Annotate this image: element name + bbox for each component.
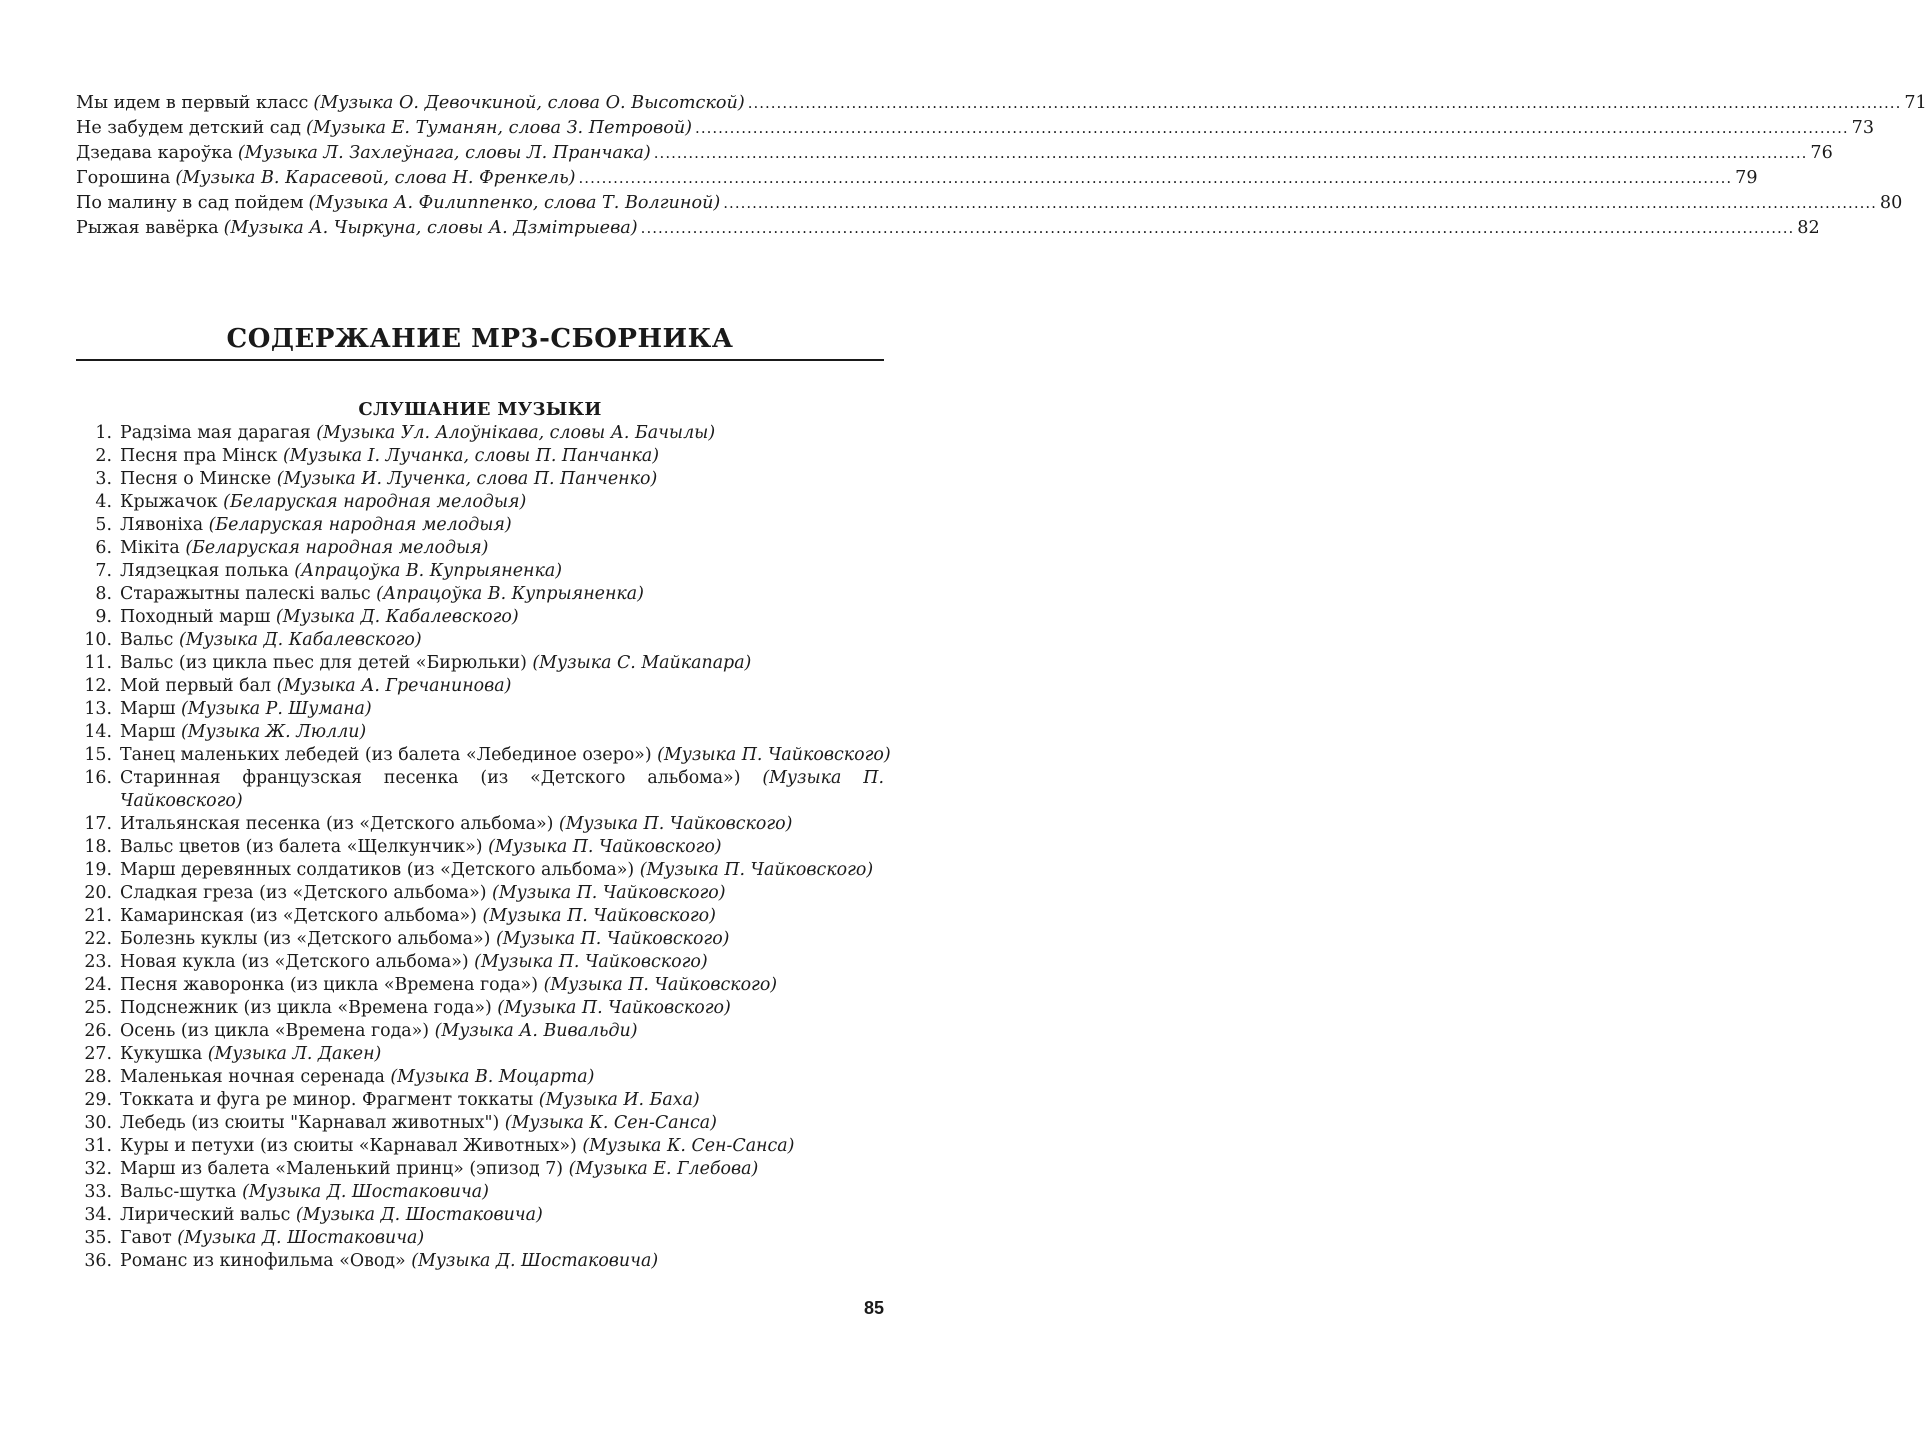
item-title: Песня жаворонка (из цикла «Времена года»): [120, 975, 539, 995]
toc-page-number: 71: [1904, 93, 1927, 113]
list-item: [76, 445, 884, 468]
item-text: [120, 1227, 884, 1250]
item-number: 16.: [84, 768, 112, 788]
item-credit: (Музыка А. Гречанинова): [276, 676, 512, 696]
item-credit: (Апрацоўка В. Купрыяненка): [376, 584, 644, 604]
item-text: [120, 1135, 884, 1158]
list-item: [76, 1043, 884, 1066]
toc-credit: (Музыка Е. Туманян, слова З. Петровой): [305, 118, 693, 138]
item-credit: (Музыка Е. Глебова): [568, 1159, 759, 1179]
toc-page-number: 76: [1810, 143, 1833, 163]
item-number: 6.: [95, 538, 112, 558]
toc-credit: (Музыка А. Чыркуна, словы А. Дзмітрыева): [223, 218, 638, 238]
item-title: Гавот: [120, 1228, 172, 1248]
list-item: [76, 974, 884, 997]
list-item: [76, 1227, 884, 1250]
list-item: [76, 629, 884, 652]
item-title: Романс из кинофильма «Овод»: [120, 1251, 406, 1271]
item-text: [120, 882, 884, 905]
item-credit: (Музыка Д. Шостаковича): [177, 1228, 425, 1248]
page-number: 85: [863, 1298, 884, 1318]
item-title: Вальс (из цикла пьес для детей «Бирюльки): [120, 653, 527, 673]
toc-title: По малину в сад пойдем: [76, 193, 304, 213]
item-number: 21.: [84, 906, 112, 926]
item-text: [120, 1181, 884, 1204]
list-item: [76, 1089, 884, 1112]
item-credit: (Музыка П. Чайковского): [120, 768, 884, 811]
item-number: 8.: [95, 584, 112, 604]
list-item: [76, 537, 884, 560]
item-title: Марш: [120, 722, 176, 742]
item-number: 28.: [84, 1067, 112, 1087]
item-credit: (Музыка П. Чайковского): [497, 998, 731, 1018]
item-number: 32.: [84, 1159, 112, 1179]
item-title: Песня о Минске: [120, 469, 272, 489]
item-credit: (Музыка П. Чайковского): [496, 929, 730, 949]
toc-page-number: 79: [1735, 168, 1758, 188]
item-number: 20.: [84, 883, 112, 903]
list-item: [76, 859, 884, 882]
item-text: [120, 1043, 884, 1066]
item-title: Марш: [120, 699, 176, 719]
list-item: [76, 1135, 884, 1158]
toc-title: Мы идем в первый класс: [76, 93, 309, 113]
item-number: 30.: [84, 1113, 112, 1133]
item-credit: (Музыка Р. Шумана): [181, 699, 372, 719]
item-text: [120, 583, 884, 606]
item-title: Лявоніха: [120, 515, 204, 535]
item-title: Лебедь (из сюиты "Карнавал животных"): [120, 1113, 500, 1133]
item-credit: (Музыка Д. Шостаковича): [295, 1205, 543, 1225]
section-rule: [76, 359, 884, 361]
item-text: [120, 1066, 884, 1089]
item-text: [120, 1089, 884, 1112]
item-text: [120, 1020, 884, 1043]
toc-title: Не забудем детский сад: [76, 118, 301, 138]
item-title: Крыжачок: [120, 492, 218, 512]
item-credit: (Музыка И. Баха): [538, 1090, 700, 1110]
item-credit: (Музыка И. Лученка, слова П. Панченко): [276, 469, 658, 489]
list-item: [76, 698, 884, 721]
item-title: Токката и фуга ре минор. Фрагмент токкаты: [120, 1090, 534, 1110]
item-credit: (Музыка С. Майкапара): [532, 653, 752, 673]
subsection-title: СЛУШАНИЕ МУЗЫКИ: [358, 399, 602, 420]
item-text: [120, 859, 884, 882]
item-text: [120, 744, 891, 767]
item-credit: (Музыка П. Чайковского): [639, 860, 874, 880]
item-credit: (Музыка Д. Шостаковича): [411, 1251, 659, 1271]
item-number: 22.: [84, 929, 112, 949]
item-number: 23.: [84, 952, 112, 972]
list-item: [76, 997, 884, 1020]
item-number: 15.: [84, 745, 112, 765]
toc-row: [76, 91, 1927, 116]
toc-leader-dots: ........................................................................................................................................................................................................: [747, 94, 1902, 112]
item-credit: (Музыка Д. Кабалевского): [275, 607, 519, 627]
item-text: [120, 491, 884, 514]
toc-credit: (Музыка О. Девочкиной, слова О. Высотской): [313, 93, 745, 113]
item-text: [120, 560, 884, 583]
item-title: Камаринская (из «Детского альбома»): [120, 906, 477, 926]
item-number: 19.: [84, 860, 112, 880]
item-title: Марш из балета «Маленький принц» (эпизод 7): [120, 1159, 564, 1179]
item-text: [120, 721, 884, 744]
item-title: Итальянская песенка (из «Детского альбома»): [120, 814, 554, 834]
list-item: [76, 767, 884, 813]
item-title: Старажытны палескі вальс: [120, 584, 371, 604]
item-credit: (Музыка Ж. Люлли): [181, 722, 367, 742]
item-text: [120, 629, 884, 652]
item-title: Вальс-шутка: [120, 1182, 237, 1202]
item-credit: (Музыка П. Чайковского): [657, 745, 891, 765]
toc-credit: (Музыка Л. Захлеўнага, словы Л. Пранчака): [237, 143, 651, 163]
item-credit: (Музыка П. Чайковского): [492, 883, 726, 903]
list-item: [76, 882, 884, 905]
item-credit: (Музыка К. Сен-Санса): [504, 1113, 717, 1133]
item-number: 26.: [84, 1021, 112, 1041]
item-title: Куры и петухи (из сюиты «Карнавал Животных»): [120, 1136, 577, 1156]
list-item: [76, 721, 884, 744]
item-title: Марш деревянных солдатиков (из «Детского альбома»): [120, 860, 635, 880]
item-title: Вальс: [120, 630, 174, 650]
list-item: [76, 951, 884, 974]
list-item: [76, 1250, 884, 1273]
item-title: Подснежник (из цикла «Времена года»): [120, 998, 492, 1018]
item-title: Вальс цветов (из балета «Щелкунчик»): [120, 837, 483, 857]
item-text: [120, 997, 884, 1020]
section-title: СОДЕРЖАНИЕ МР3-СБОРНИКА: [226, 324, 734, 354]
toc-leader-dots: ........................................................................................................................................................................................................: [695, 119, 1849, 137]
item-credit: (Апрацоўка В. Купрыяненка): [294, 561, 562, 581]
item-number: 33.: [84, 1182, 112, 1202]
item-title: Кукушка: [120, 1044, 203, 1064]
item-number: 36.: [84, 1251, 112, 1271]
toc-leader-dots: ........................................................................................................................................................................................................: [723, 194, 1877, 212]
item-credit: (Музыка Л. Дакен): [207, 1044, 382, 1064]
item-credit: (Музыка П. Чайковского): [474, 952, 708, 972]
item-text: [120, 445, 884, 468]
list-item: [76, 652, 884, 675]
item-title: Мой первый бал: [120, 676, 272, 696]
item-number: 31.: [84, 1136, 112, 1156]
toc-title: Горошина: [76, 168, 171, 188]
list-item: [76, 514, 884, 537]
item-credit: (Музыка К. Сен-Санса): [582, 1136, 795, 1156]
item-number: 10.: [84, 630, 112, 650]
track-list: [76, 422, 891, 1273]
item-number: 17.: [84, 814, 112, 834]
list-item: [76, 560, 884, 583]
item-title: Песня пра Мінск: [120, 446, 278, 466]
item-number: 4.: [95, 492, 112, 512]
item-number: 3.: [95, 469, 112, 489]
item-title: Лядзецкая полька: [120, 561, 289, 581]
item-text: [120, 422, 884, 445]
item-number: 1.: [95, 423, 112, 443]
toc-row: [76, 191, 1903, 216]
item-text: [120, 951, 884, 974]
item-title: Танец маленьких лебедей (из балета «Лебединое озеро»): [120, 745, 652, 765]
item-text: [120, 974, 884, 997]
item-text: [120, 1204, 884, 1227]
item-text: [120, 468, 884, 491]
toc-page-number: 73: [1851, 118, 1875, 138]
item-number: 34.: [84, 1205, 112, 1225]
toc-row: [76, 116, 1875, 141]
item-number: 11.: [84, 653, 112, 673]
item-text: [120, 905, 884, 928]
item-credit: (Беларуская народная мелодыя): [223, 492, 527, 512]
item-text: [120, 606, 884, 629]
item-title: Осень (из цикла «Времена года»): [120, 1021, 430, 1041]
item-credit: (Музыка П. Чайковского): [558, 814, 793, 834]
toc-title: Дзедава кароўка: [76, 143, 233, 163]
toc-page-number: 80: [1879, 193, 1903, 213]
item-number: 7.: [95, 561, 112, 581]
toc-row: [76, 141, 1833, 166]
item-number: 24.: [84, 975, 112, 995]
item-credit: (Музыка І. Лучанка, словы П. Панчанка): [283, 446, 660, 466]
item-text: [120, 514, 884, 537]
toc-credit: (Музыка В. Карасевой, слова Н. Френкель): [175, 168, 576, 188]
list-item: [76, 928, 884, 951]
item-number: 5.: [95, 515, 112, 535]
list-item: [76, 468, 884, 491]
item-credit: (Беларуская народная мелодыя): [185, 538, 489, 558]
item-number: 27.: [84, 1044, 112, 1064]
item-credit: (Музыка П. Чайковского): [482, 906, 716, 926]
item-text: [120, 537, 884, 560]
item-text: [120, 813, 884, 836]
item-text: [120, 928, 884, 951]
item-number: 14.: [84, 722, 112, 742]
toc-continuation: [76, 91, 1927, 241]
list-item: [76, 836, 884, 859]
item-text: [120, 1250, 884, 1273]
list-item: [76, 813, 884, 836]
toc-leader-dots: ........................................................................................................................................................................................................: [578, 169, 1733, 187]
item-title: Мікіта: [120, 538, 180, 558]
item-number: 9.: [95, 607, 112, 627]
item-number: 13.: [84, 699, 112, 719]
item-text: [120, 767, 884, 813]
list-item: [76, 1112, 884, 1135]
list-item: [76, 422, 884, 445]
item-number: 12.: [84, 676, 112, 696]
item-credit: (Беларуская народная мелодыя): [208, 515, 512, 535]
item-title: Новая кукла (из «Детского альбома»): [120, 952, 469, 972]
toc-row: [76, 216, 1820, 241]
item-title: Маленькая ночная серенада: [120, 1067, 385, 1087]
list-item: [76, 1158, 884, 1181]
item-credit: (Музыка П. Чайковского): [488, 837, 722, 857]
item-number: 18.: [84, 837, 112, 857]
list-item: [76, 1181, 884, 1204]
item-title: Сладкая греза (из «Детского альбома»): [120, 883, 487, 903]
item-number: 25.: [84, 998, 112, 1018]
toc-leader-dots: ........................................................................................................................................................................................................: [640, 219, 1795, 237]
item-title: Лирический вальс: [120, 1205, 291, 1225]
item-text: [120, 652, 884, 675]
toc-page-number: 82: [1797, 218, 1820, 238]
toc-title: Рыжая вавёрка: [76, 218, 219, 238]
list-item: [76, 744, 891, 767]
item-credit: (Музыка В. Моцарта): [390, 1067, 595, 1087]
item-title: Походный марш: [120, 607, 271, 627]
item-text: [120, 698, 884, 721]
item-credit: (Музыка Ул. Алоўнікава, словы А. Бачылы): [316, 423, 716, 443]
list-item: [76, 1204, 884, 1227]
toc-row: [76, 166, 1758, 191]
toc-credit: (Музыка А. Филиппенко, слова Т. Волгиной): [308, 193, 721, 213]
list-item: [76, 1066, 884, 1089]
item-credit: (Музыка Д. Кабалевского): [178, 630, 422, 650]
item-number: 35.: [84, 1228, 112, 1248]
item-number: 29.: [84, 1090, 112, 1110]
item-credit: (Музыка П. Чайковского): [543, 975, 778, 995]
item-credit: (Музыка А. Вивальди): [434, 1021, 638, 1041]
toc-leader-dots: ........................................................................................................................................................................................................: [653, 144, 1808, 162]
item-text: [120, 1158, 884, 1181]
item-text: [120, 675, 884, 698]
item-title: Старинная французская песенка (из «Детского альбома»): [120, 768, 741, 788]
item-title: Радзіма мая дарагая: [120, 423, 311, 443]
list-item: [76, 491, 884, 514]
list-item: [76, 1020, 884, 1043]
list-item: [76, 583, 884, 606]
item-text: [120, 836, 884, 859]
item-number: 2.: [95, 446, 112, 466]
list-item: [76, 675, 884, 698]
item-credit: (Музыка Д. Шостаковича): [242, 1182, 489, 1202]
item-title: Болезнь куклы (из «Детского альбома»): [120, 929, 491, 949]
list-item: [76, 905, 884, 928]
item-text: [120, 1112, 884, 1135]
list-item: [76, 606, 884, 629]
